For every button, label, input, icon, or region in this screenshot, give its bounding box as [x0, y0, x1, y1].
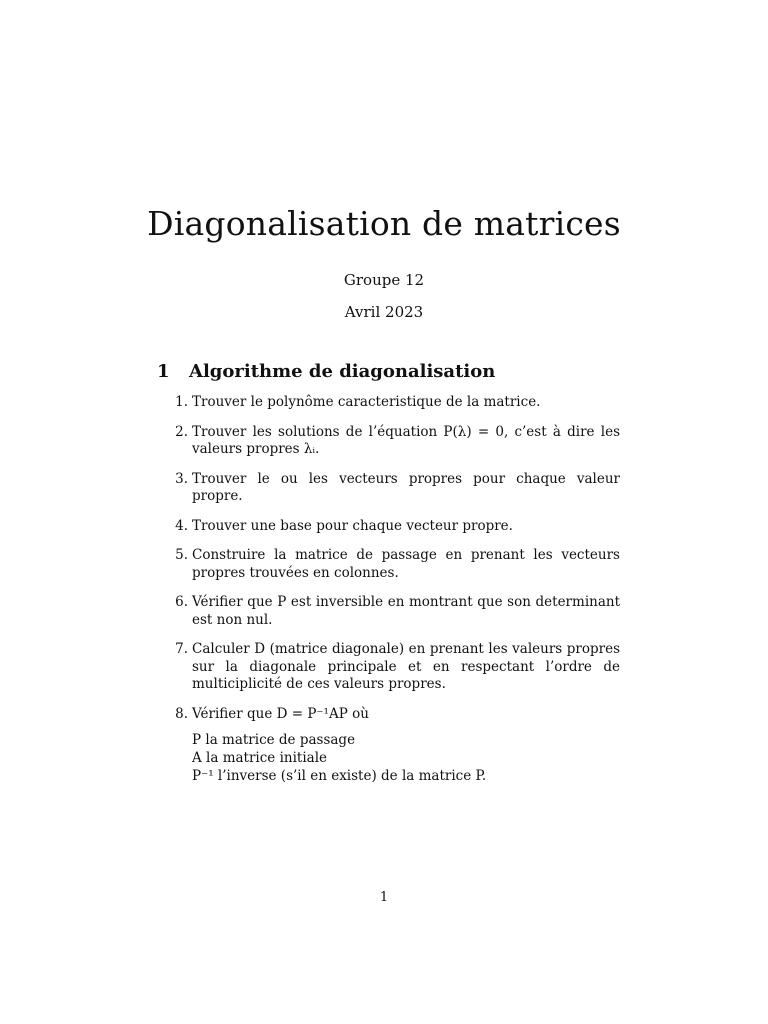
document-date: Avril 2023: [344, 303, 424, 321]
page-number: 1: [379, 890, 389, 905]
document-title: Diagonalisation de matrices: [147, 204, 621, 243]
list-item: [175, 594, 620, 629]
list-item: [175, 394, 620, 412]
list-item: [175, 470, 620, 506]
section-number: 1: [157, 361, 170, 382]
list-item: [175, 705, 620, 786]
document-author: Groupe 12: [343, 271, 425, 289]
section-heading: [157, 361, 495, 382]
item-text: Trouver le polynôme caracteristique de la matrice.: [192, 394, 541, 410]
definition-line: P la matrice de passage: [192, 732, 356, 748]
definitions-block: [192, 731, 620, 785]
item-text: Trouver les solutions de l’équation P(λ) = 0, c’est à dire les valeurs propres λᵢ.: [192, 423, 620, 457]
item-text: Trouver le ou les vecteurs propres pour chaque valeur propre.: [192, 470, 620, 504]
section-title: Algorithme de diagonalisation: [189, 361, 496, 382]
definition-line: P⁻¹ l’inverse (s’il en existe) de la matrice P.: [192, 768, 487, 784]
item-text: Vérifier que D = P⁻¹AP où: [192, 705, 369, 722]
item-number: 8.: [175, 705, 188, 722]
algorithm-steps: [175, 394, 620, 797]
list-item: [175, 423, 620, 459]
item-number: 4.: [175, 517, 188, 534]
item-text: Vérifier que P est inversible en montrant que son determinant est non nul.: [192, 594, 620, 628]
item-number: 1.: [175, 394, 188, 410]
list-item: [175, 641, 620, 694]
item-number: 3.: [175, 470, 188, 487]
list-item: [175, 547, 620, 582]
item-number: 6.: [175, 594, 188, 610]
list-item: [175, 517, 620, 536]
item-text: Calculer D (matrice diagonale) en prenant les valeurs propres sur la diagonale principale et en respectant l’ordre de multiciplicité de ces valeurs propres.: [192, 641, 620, 692]
definition-line: A la matrice initiale: [192, 750, 328, 766]
item-number: 2.: [175, 423, 188, 440]
item-number: 5.: [175, 547, 188, 563]
item-number: 7.: [175, 641, 188, 657]
item-text: Trouver une base pour chaque vecteur propre.: [192, 517, 513, 534]
item-text: Construire la matrice de passage en prenant les vecteurs propres trouvées en colonnes.: [192, 547, 620, 581]
